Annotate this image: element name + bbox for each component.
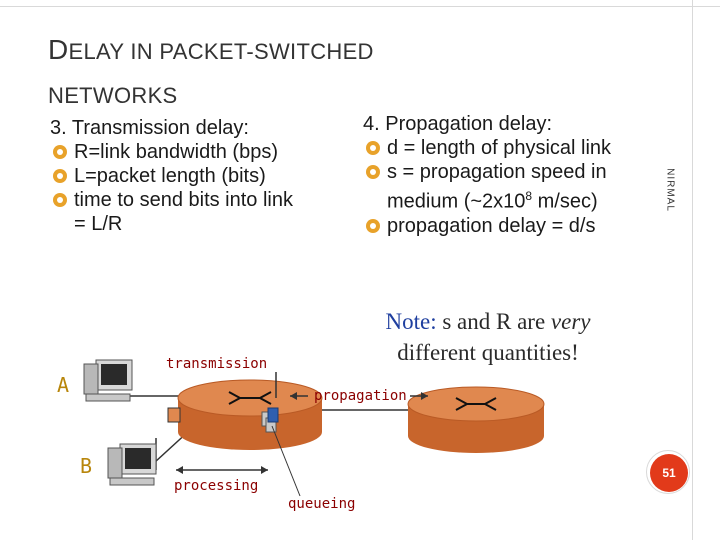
- bullet-text: d = length of physical link: [387, 137, 612, 159]
- bullet-text: time to send bits into link: [74, 189, 293, 211]
- title-part: PACKET: [159, 39, 247, 64]
- note-emphasis: very: [550, 309, 591, 334]
- packet-icon: [168, 408, 180, 422]
- transmission-label: transmission: [166, 356, 268, 372]
- bullet-text: s = propagation speed in: [387, 161, 607, 183]
- title-part: ELAY IN: [68, 39, 160, 64]
- queueing-label: queueing: [288, 496, 356, 512]
- note-text: s and R are: [436, 309, 551, 334]
- text-part: m/sec): [532, 190, 598, 213]
- title-initial: D: [48, 34, 69, 65]
- processing-label: processing: [174, 478, 259, 494]
- propagation-label: propagation: [314, 388, 407, 404]
- author-label: NIRMAL: [664, 168, 676, 212]
- text-part: medium (~2x10: [387, 190, 526, 213]
- title-line-2: NETWORKS: [48, 83, 178, 108]
- note-text-line-2: different quantities!: [397, 340, 579, 365]
- note-label: Note:: [385, 309, 437, 334]
- bullet-text-continued: = L/R: [74, 213, 123, 235]
- section-heading: 3. Transmission delay:: [50, 117, 249, 139]
- page-number: 51: [650, 454, 688, 492]
- packet-icon: [268, 408, 278, 422]
- host-a-label: A: [57, 373, 70, 397]
- exponent: 8: [525, 189, 533, 203]
- host-b-label: B: [80, 454, 93, 478]
- bullet-text: L=packet length (bits): [74, 165, 266, 187]
- title-part: SWITCHED: [254, 39, 374, 64]
- title-part: -: [246, 39, 255, 64]
- section-heading: 4. Propagation delay:: [363, 113, 553, 135]
- router-icon: [178, 380, 322, 450]
- bullet-text: R=link bandwidth (bps): [74, 141, 278, 163]
- computer-icon: [108, 444, 156, 485]
- bullet-text: propagation delay = d/s: [387, 214, 596, 237]
- router-icon: [408, 387, 544, 453]
- computer-icon: [84, 360, 132, 401]
